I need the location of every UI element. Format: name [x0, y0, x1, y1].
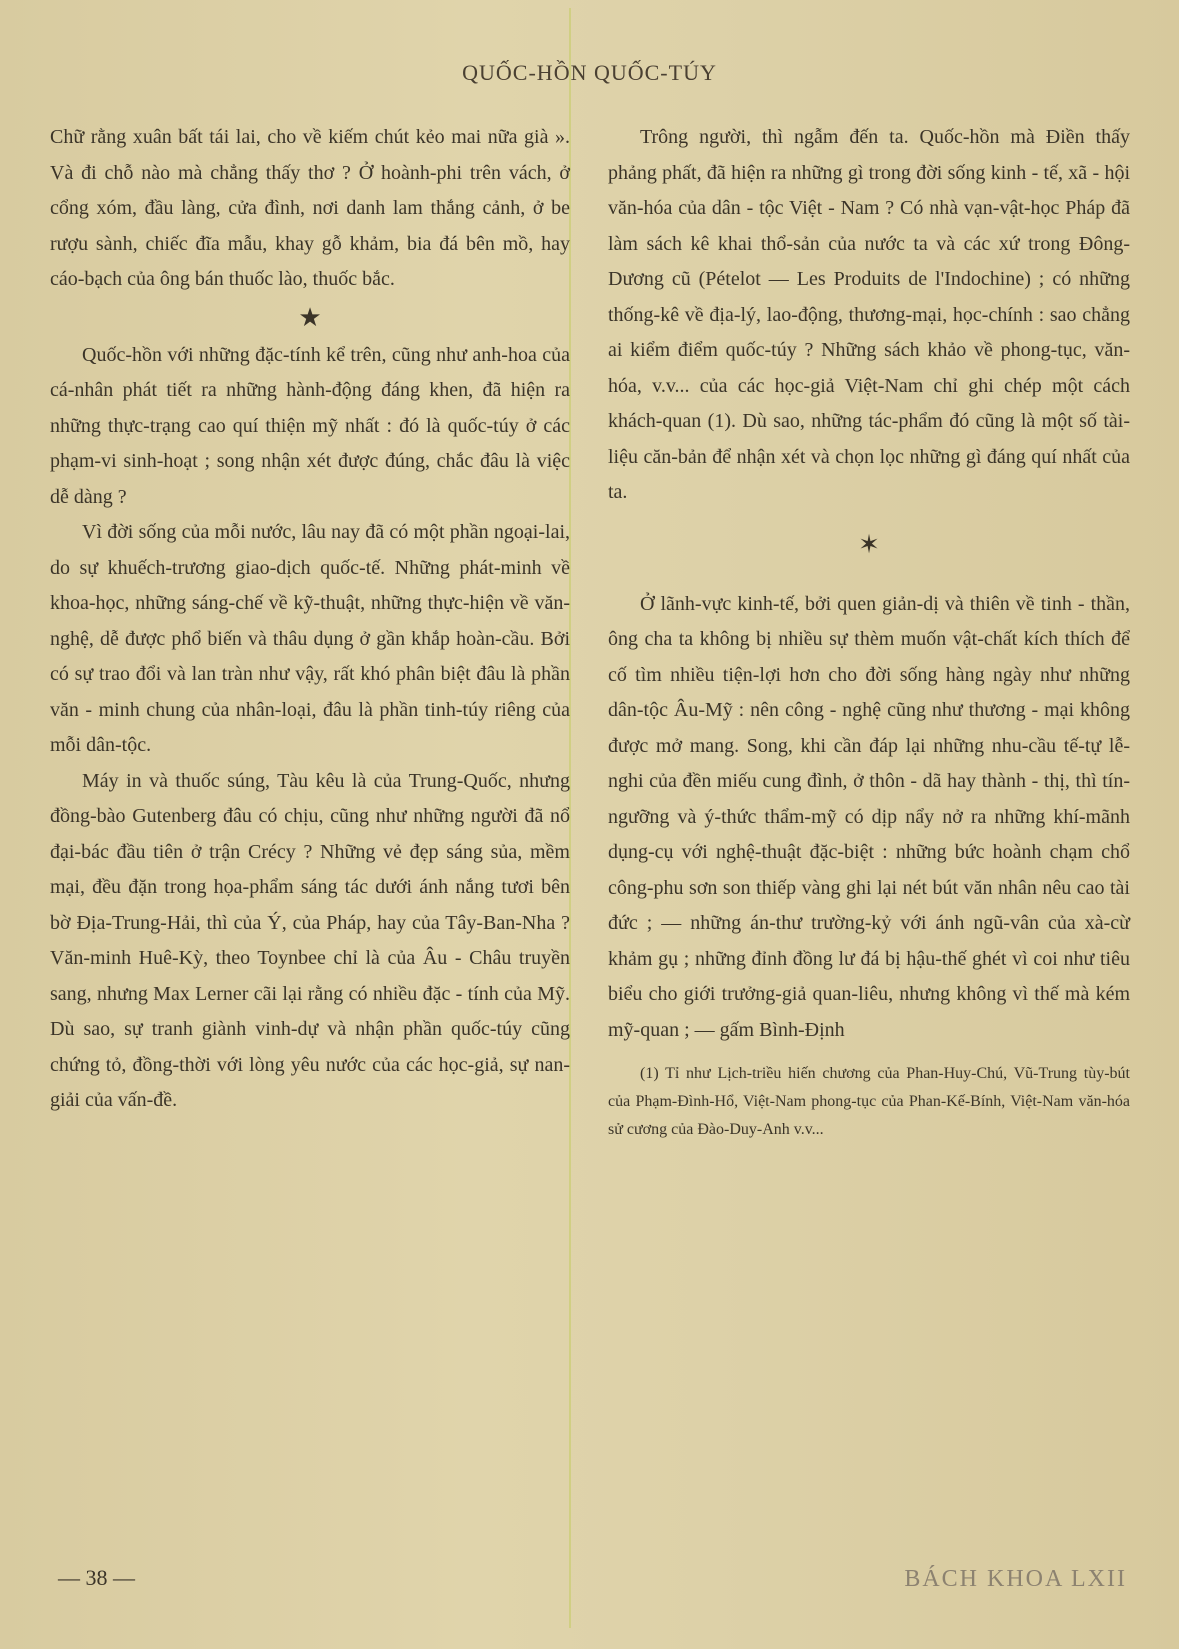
running-title: QUỐC-HỒN QUỐC-TÚY: [462, 60, 717, 85]
page-number: — 38 —: [58, 1565, 135, 1590]
section-star-ornament-2: ✶: [858, 529, 880, 559]
right-paragraph-2: Ở lãnh-vực kinh-tế, bởi quen giản-dị và thiên về tinh - thần, ông cha ta không bị nhiều sự thèm muốn vật-chất kích thích để cố tìm nhiều tiện-lợi hơn cho đời sống hàng ngày như những dân-tộc Âu-Mỹ : nên công - nghệ cũng như thương - mại không được mở mang. Song, khi cần đáp lại những nhu-cầu tế-tự lễ-nghi của đền miếu cung đình, ở thôn - dã hay thành - thị, thì tín-ngưỡng và ý-thức thẩm-mỹ có dịp nẩy nở ra những khí-mãnh dụng-cụ với nghệ-thuật đặc-biệt : những bức hoành chạm chổ công-phu sơn son thiếp vàng ghi lại nét bút văn nhân nêu cao tài đức ; — những án-thư trường-kỷ với ánh ngũ-vân của xà-cừ khảm gụ ; những đỉnh đồng lư đá bị hậu-thế ghét vì coi như tiêu biểu cho giới trưởng-giả quan-liêu, nhưng không vì thế mà kém mỹ-quan ; — gấm Bình-Định: [608, 592, 1130, 1041]
section-star-ornament: ★: [298, 302, 322, 332]
right-paragraph-1: Trông người, thì ngẫm đến ta. Quốc-hồn mà Điền thấy phảng phất, đã hiện ra những gì trong đời sống kinh - tế, xã - hội văn-hóa của dân - tộc Việt - Nam ? Có nhà vạn-vật-học Pháp đã làm sách kê khai thổ-sản của nước ta và các xứ trong Đông-Dương cũ (Pételot — Les Produits de l'Indochine) ; có những thống-kê về địa-lý, lao-động, thương-mại, học-chính : sao chẳng ai kiểm điểm quốc-túy ? Những sách khảo về phong-tục, văn-hóa, v.v... của các học-giả Việt-Nam chỉ ghi chép một cách khách-quan (1). Dù sao, những tác-phẩm đó cũng là một số tài-liệu căn-bản để nhận xét và chọn lọc những gì đáng quí nhất của ta.: [608, 126, 1130, 503]
footnote: (1) Tỉ như Lịch-triều hiến chương của Phan-Huy-Chú, Vũ-Trung tùy-bút của Phạm-Đình-Hổ, Việt-Nam phong-tục của Phan-Kế-Bính, Việt-Nam văn-hóa sử cương của Đào-Duy-Anh v.v...: [608, 1065, 1130, 1138]
magazine-name: BÁCH KHOA LXII: [904, 1566, 1127, 1592]
left-paragraph-1: Chữ rằng xuân bất tái lai, cho về kiếm chút kẻo mai nữa già ». Và đi chỗ nào mà chẳng thấy thơ ? Ở hoành-phi trên vách, ở cổng xóm, đầu làng, cửa đình, nơi danh lam thắng cảnh, ở be rượu sành, chiếc đĩa mẫu, khay gỗ khảm, bia đá bên mồ, hay cáo-bạch của ông bán thuốc lào, thuốc bắc.: [50, 126, 570, 290]
left-column: [50, 120, 570, 1119]
left-paragraph-2: Quốc-hồn với những đặc-tính kể trên, cũng như anh-hoa của cá-nhân phát tiết ra những hành-động đáng khen, đã hiện ra những thực-trạng cao quí thiện mỹ nhất : đó là quốc-túy ở các phạm-vi sinh-hoạt ; song nhận xét được đúng, chắc đâu là việc dễ dàng ?: [50, 343, 570, 508]
right-column: [608, 120, 1130, 1144]
left-paragraph-4: Máy in và thuốc súng, Tàu kêu là của Trung-Quốc, nhưng đồng-bào Gutenberg đâu có chịu, cũng như những người đã nổ đại-bác đầu tiên ở trận Crécy ? Những vẻ đẹp sáng sủa, mềm mại, đều đặn trong họa-phẩm sáng tác dưới ánh nắng tươi bên bờ Địa-Trung-Hải, thì của Ý, của Pháp, hay của Tây-Ban-Nha ? Văn-minh Huê-Kỳ, theo Toynbee chỉ là của Âu - Châu truyền sang, nhưng Max Lerner cãi lại rằng có nhiều đặc - tính của Mỹ. Dù sao, sự tranh giành vinh-dự và nhận phần quốc-túy cũng chứng tỏ, đồng-thời với lòng yêu nước của các học-giả, sự nan-giải của vấn-đề.: [50, 769, 570, 1111]
left-paragraph-3: Vì đời sống của mỗi nước, lâu nay đã có một phần ngoại-lai, do sự khuếch-trương giao-dịch quốc-tế. Những phát-minh về khoa-học, những sáng-chế về kỹ-thuật, những thực-hiện về văn-nghệ, dễ được phổ biến và thâu dụng ở gần khắp hoàn-cầu. Bởi có sự trao đổi và lan tràn như vậy, rất khó phân biệt đâu là phần văn - minh chung của nhân-loại, đâu là phần tinh-túy riêng của mỗi dân-tộc.: [50, 521, 570, 756]
